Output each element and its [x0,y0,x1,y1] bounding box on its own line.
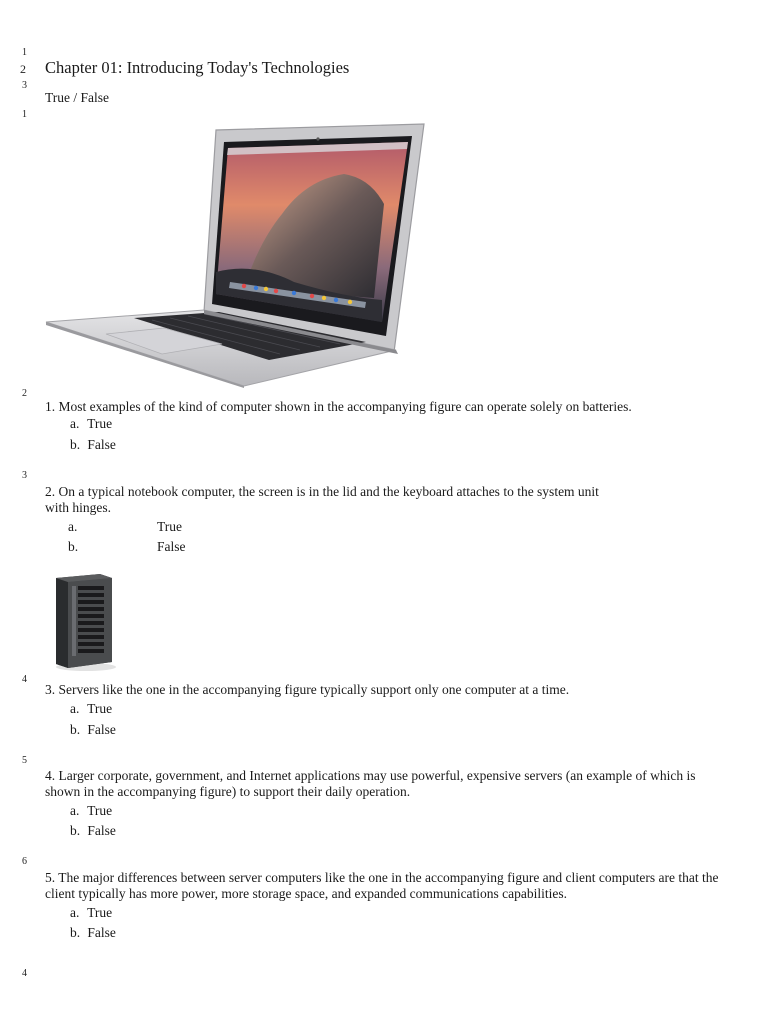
question-1-text: 1. Most examples of the kind of computer shown in the accompanying figure can operate solely on batteries. [45,399,632,414]
question-2-text-line2: with hinges. [45,500,111,515]
option-letter: b. [70,437,81,452]
option-label: False [87,722,116,737]
question-2-option-b[interactable]: False [157,539,186,554]
question-4-option-a[interactable] [70,803,112,819]
question-1-option-b[interactable] [70,437,116,453]
question-3-option-b[interactable] [70,722,116,738]
question-4-text: 4. Larger corporate, government, and Internet applications may use powerful, expensive servers (an example of which is shown in the accompanying figure) to support their daily operation. [45,768,696,799]
line-number: 2 [22,388,27,399]
option-label: False [87,437,116,452]
section-heading: True / False [45,90,110,105]
line-number: 4 [22,968,27,979]
server-figure [50,572,120,672]
question-5-option-b[interactable] [70,925,116,941]
option-label: True [87,905,113,920]
line-number: 5 [22,755,27,766]
question-2-option-a[interactable]: True [157,519,183,534]
option-label: True [87,803,113,818]
option-letter: a. [70,416,80,431]
laptop-figure [44,122,428,388]
option-letter: a. [70,701,80,716]
option-letter: a. [70,803,80,818]
option-letter: b. [70,823,81,838]
line-number: 3 [22,470,27,481]
line-number: 2 [20,62,26,76]
question-2-option-b-letter: b. [68,539,79,554]
question-4-option-b[interactable] [70,823,116,839]
question-3-option-a[interactable] [70,701,112,717]
question-5-text: 5. The major differences between server computers like the one in the accompanying figure and client computers are that the client typically has more power, more storage space, and expanded communications capabilities. [45,870,719,901]
line-number: 3 [22,80,27,91]
option-label: True [87,701,113,716]
option-letter: b. [70,722,81,737]
option-label: False [87,823,116,838]
question-1-option-a[interactable] [70,416,112,432]
option-letter: a. [70,905,80,920]
line-number: 4 [22,674,27,685]
question-2-option-a-letter: a. [68,519,78,534]
line-number: 1 [22,109,27,120]
question-3-text: 3. Servers like the one in the accompanying figure typically support only one computer at a time. [45,682,570,697]
option-letter: b. [70,925,81,940]
question-5-option-a[interactable] [70,905,112,921]
line-number: 6 [22,856,27,867]
option-label: True [87,416,113,431]
line-number: 1 [22,47,27,58]
option-label: False [87,925,116,940]
question-2-text-line1: 2. On a typical notebook computer, the screen is in the lid and the keyboard attaches to the system unit [45,484,599,499]
page-title: Chapter 01: Introducing Today's Technologies [45,58,350,77]
